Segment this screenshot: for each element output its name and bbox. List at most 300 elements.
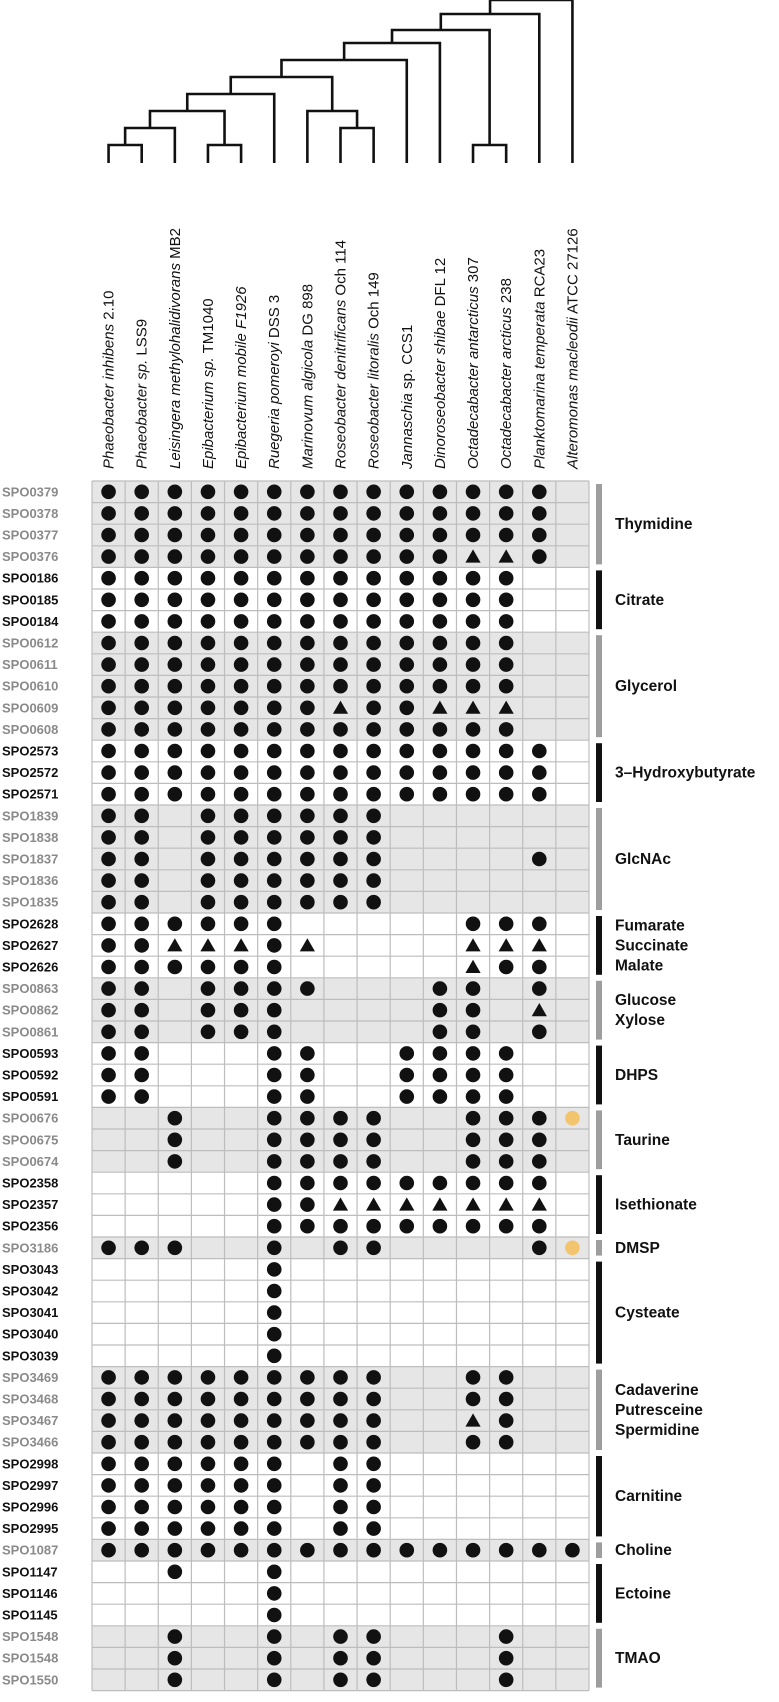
group-label: Glucose	[615, 992, 677, 1010]
presence-circle	[466, 722, 481, 737]
presence-circle	[300, 1197, 315, 1212]
presence-circle	[433, 722, 448, 737]
presence-grid	[92, 481, 589, 1691]
presence-circle	[267, 1089, 282, 1104]
presence-circle	[234, 765, 249, 780]
presence-circle	[433, 614, 448, 629]
group-label: Cysteate	[615, 1304, 680, 1322]
presence-circle	[300, 981, 315, 996]
presence-circle	[101, 1435, 116, 1450]
tree-branch	[341, 128, 374, 163]
presence-circle	[134, 528, 149, 543]
presence-circle	[532, 1111, 547, 1126]
column-header: Phaeobacter sp. LSS9	[133, 318, 151, 469]
presence-circle	[333, 852, 348, 867]
presence-circle	[101, 1478, 116, 1493]
group-bar	[596, 981, 602, 1040]
presence-circle	[267, 1305, 282, 1320]
presence-circle	[201, 1521, 216, 1536]
presence-circle	[366, 1413, 381, 1428]
presence-circle	[267, 917, 282, 932]
group-label: Succinate	[615, 937, 689, 955]
gene-id-label: SPO1838	[2, 829, 59, 845]
presence-circle	[168, 1435, 183, 1450]
presence-circle	[201, 1025, 216, 1040]
presence-circle	[532, 1176, 547, 1191]
presence-circle	[366, 1673, 381, 1688]
gene-id-label: SPO3467	[2, 1413, 59, 1429]
presence-circle	[101, 1089, 116, 1104]
presence-circle	[267, 1133, 282, 1148]
presence-circle	[499, 1543, 514, 1558]
presence-circle	[134, 485, 149, 500]
presence-circle	[366, 549, 381, 564]
presence-circle	[466, 1133, 481, 1148]
presence-circle	[101, 679, 116, 694]
presence-circle	[234, 1521, 249, 1536]
presence-circle	[333, 571, 348, 586]
presence-circle	[333, 787, 348, 802]
presence-circle	[333, 1651, 348, 1666]
presence-circle	[366, 1241, 381, 1256]
presence-circle	[101, 1241, 116, 1256]
presence-circle	[433, 1219, 448, 1234]
presence-circle	[134, 1478, 149, 1493]
presence-circle	[499, 787, 514, 802]
presence-circle	[499, 917, 514, 932]
presence-circle	[267, 1608, 282, 1623]
presence-circle	[433, 1089, 448, 1104]
group-label: DHPS	[615, 1067, 659, 1084]
presence-circle	[499, 657, 514, 672]
presence-circle	[234, 787, 249, 802]
presence-circle	[333, 1521, 348, 1536]
presence-circle	[532, 981, 547, 996]
presence-circle	[234, 1003, 249, 1018]
presence-circle	[234, 506, 249, 521]
presence-circle	[366, 485, 381, 500]
gene-id-label: SPO0591	[2, 1089, 59, 1105]
group-bar	[596, 808, 602, 910]
table-row	[92, 1345, 589, 1367]
presence-circle	[267, 1262, 282, 1277]
presence-circle	[234, 960, 249, 975]
presence-circle	[168, 1457, 183, 1472]
group-label: Carnitine	[615, 1488, 683, 1506]
presence-circle	[333, 873, 348, 888]
presence-circle	[499, 1068, 514, 1083]
presence-circle	[134, 571, 149, 586]
presence-circle	[267, 506, 282, 521]
tree-branch	[307, 111, 357, 163]
presence-circle	[267, 1673, 282, 1688]
presence-circle	[101, 1521, 116, 1536]
gene-id-label: SPO2628	[2, 916, 59, 932]
table-row	[92, 1021, 589, 1043]
presence-circle	[134, 960, 149, 975]
presence-circle	[101, 636, 116, 651]
presence-circle	[532, 765, 547, 780]
presence-circle	[101, 549, 116, 564]
presence-circle	[466, 506, 481, 521]
presence-circle	[333, 1413, 348, 1428]
presence-circle	[333, 765, 348, 780]
presence-circle	[366, 1219, 381, 1234]
table-row	[92, 1259, 589, 1281]
presence-circle	[433, 1068, 448, 1083]
presence-circle	[532, 485, 547, 500]
presence-circle	[499, 528, 514, 543]
presence-circle	[399, 1176, 414, 1191]
group-bar	[596, 1262, 602, 1364]
presence-circle	[333, 1673, 348, 1688]
gene-id-label: SPO0593	[2, 1045, 59, 1061]
presence-circle	[399, 701, 414, 716]
presence-circle	[532, 506, 547, 521]
presence-circle	[101, 1068, 116, 1083]
presence-circle	[234, 485, 249, 500]
column-headers	[101, 228, 582, 470]
gene-id-label: SPO1147	[2, 1564, 58, 1580]
group-label: Malate	[615, 957, 664, 975]
presence-circle	[201, 917, 216, 932]
column-header: Phaeobacter inhibens 2.10	[100, 290, 118, 469]
group-label: GlcNAc	[615, 851, 671, 868]
presence-circle	[201, 528, 216, 543]
presence-circle	[366, 679, 381, 694]
presence-circle	[234, 1392, 249, 1407]
presence-circle	[399, 1068, 414, 1083]
presence-circle-yellow	[565, 1111, 580, 1126]
gene-id-label: SPO3039	[2, 1348, 59, 1364]
presence-circle	[300, 614, 315, 629]
presence-circle	[134, 787, 149, 802]
presence-circle	[201, 960, 216, 975]
gene-id-label: SPO3469	[2, 1369, 59, 1385]
presence-circle	[134, 744, 149, 759]
presence-circle	[101, 873, 116, 888]
gene-id-label: SPO0674	[2, 1153, 59, 1169]
group-label: Isethionate	[615, 1196, 697, 1214]
presence-circle	[267, 1370, 282, 1385]
presence-circle	[366, 744, 381, 759]
presence-circle	[466, 1370, 481, 1385]
presence-circle	[499, 1370, 514, 1385]
presence-circle	[234, 722, 249, 737]
presence-circle	[366, 895, 381, 910]
presence-circle	[267, 636, 282, 651]
presence-circle	[366, 1521, 381, 1536]
presence-circle	[499, 1111, 514, 1126]
presence-circle	[267, 873, 282, 888]
group-bar	[596, 1046, 602, 1105]
table-row	[92, 999, 589, 1021]
presence-circle	[532, 787, 547, 802]
presence-circle	[466, 571, 481, 586]
presence-circle	[300, 787, 315, 802]
presence-circle	[300, 701, 315, 716]
presence-circle	[300, 636, 315, 651]
gene-id-label: SPO2571	[2, 786, 59, 802]
presence-circle	[499, 485, 514, 500]
presence-circle	[466, 981, 481, 996]
presence-circle	[101, 528, 116, 543]
presence-circle	[532, 917, 547, 932]
presence-circle	[300, 1154, 315, 1169]
presence-circle	[433, 657, 448, 672]
presence-circle	[466, 744, 481, 759]
presence-circle	[267, 895, 282, 910]
presence-circle	[333, 1176, 348, 1191]
presence-circle	[267, 1586, 282, 1601]
presence-circle	[300, 895, 315, 910]
presence-circle	[499, 593, 514, 608]
presence-circle	[134, 938, 149, 953]
presence-circle	[201, 701, 216, 716]
presence-circle	[168, 1392, 183, 1407]
presence-circle	[433, 1025, 448, 1040]
presence-circle	[101, 571, 116, 586]
presence-circle	[499, 765, 514, 780]
presence-circle	[499, 1651, 514, 1666]
gene-id-label: SPO3041	[2, 1305, 59, 1321]
presence-circle	[134, 636, 149, 651]
presence-circle	[499, 1629, 514, 1644]
gene-id-label: SPO0863	[2, 981, 59, 997]
table-row	[92, 1302, 589, 1324]
presence-circle	[101, 895, 116, 910]
group-label: Thymidine	[615, 516, 693, 534]
presence-circle	[466, 485, 481, 500]
presence-circle	[267, 1478, 282, 1493]
column-header: Leisingera methylohalidivorans MB2	[166, 228, 184, 469]
presence-circle	[532, 1133, 547, 1148]
presence-circle	[234, 701, 249, 716]
gene-id-label: SPO2572	[2, 765, 59, 781]
table-row	[92, 1583, 589, 1605]
presence-circle	[201, 873, 216, 888]
presence-circle	[366, 1176, 381, 1191]
presence-circle	[134, 981, 149, 996]
gene-id-label: SPO1837	[2, 851, 59, 867]
presence-circle	[267, 1651, 282, 1666]
presence-circle	[433, 679, 448, 694]
presence-circle	[366, 1435, 381, 1450]
presence-circle	[300, 852, 315, 867]
presence-circle	[532, 1543, 547, 1558]
presence-circle	[466, 1176, 481, 1191]
presence-circle	[134, 1392, 149, 1407]
presence-circle	[366, 1133, 381, 1148]
presence-circle	[168, 1111, 183, 1126]
presence-circle	[267, 1521, 282, 1536]
presence-circle	[399, 636, 414, 651]
presence-circle	[366, 809, 381, 824]
group-bar	[596, 1110, 602, 1169]
group-bar	[596, 635, 602, 737]
presence-circle	[101, 938, 116, 953]
phylogenetic-tree	[109, 0, 573, 163]
presence-circle	[134, 917, 149, 932]
presence-circle	[134, 809, 149, 824]
presence-circle	[234, 1413, 249, 1428]
presence-circle	[267, 1111, 282, 1126]
presence-circle	[101, 1457, 116, 1472]
presence-circle	[168, 1543, 183, 1558]
presence-circle	[101, 1370, 116, 1385]
presence-circle	[300, 809, 315, 824]
presence-circle	[234, 593, 249, 608]
group-bar	[596, 1456, 602, 1536]
presence-circle-yellow	[565, 1241, 580, 1256]
presence-circle	[267, 657, 282, 672]
group-bar	[596, 1629, 602, 1688]
presence-circle	[234, 917, 249, 932]
presence-circle	[300, 528, 315, 543]
presence-circle	[267, 744, 282, 759]
presence-circle	[433, 636, 448, 651]
presence-circle	[300, 744, 315, 759]
gene-id-label: SPO0675	[2, 1132, 59, 1148]
presence-circle	[201, 549, 216, 564]
presence-circle	[300, 1370, 315, 1385]
presence-circle	[300, 1133, 315, 1148]
table-row	[92, 1323, 589, 1345]
presence-circle	[333, 1457, 348, 1472]
presence-circle	[300, 1543, 315, 1558]
presence-circle	[201, 571, 216, 586]
presence-circle	[300, 593, 315, 608]
group-bar	[596, 743, 602, 802]
presence-circle	[201, 1392, 216, 1407]
group-bar	[596, 1175, 602, 1234]
presence-circle	[433, 485, 448, 500]
gene-id-label: SPO0186	[2, 570, 59, 586]
presence-circle	[267, 1241, 282, 1256]
presence-circle	[134, 1521, 149, 1536]
presence-circle	[333, 744, 348, 759]
gene-id-label: SPO3186	[2, 1240, 59, 1256]
gene-id-label: SPO0862	[2, 1002, 59, 1018]
presence-circle	[300, 1068, 315, 1083]
group-label: Xylose	[615, 1012, 665, 1030]
presence-circle	[168, 765, 183, 780]
presence-circle	[300, 1435, 315, 1450]
column-header: Octadecabacter arcticus 238	[498, 278, 516, 469]
presence-circle	[234, 1543, 249, 1558]
table-row	[92, 956, 589, 978]
presence-circle	[333, 1543, 348, 1558]
presence-circle	[267, 549, 282, 564]
presence-circle	[499, 679, 514, 694]
presence-circle	[333, 1111, 348, 1126]
presence-circle	[267, 1457, 282, 1472]
presence-circle	[399, 506, 414, 521]
gene-id-label: SPO0608	[2, 721, 59, 737]
presence-circle	[399, 485, 414, 500]
presence-circle	[333, 528, 348, 543]
presence-circle	[433, 787, 448, 802]
table-row	[92, 913, 589, 935]
presence-circle	[267, 1284, 282, 1299]
presence-circle	[466, 679, 481, 694]
presence-circle	[134, 593, 149, 608]
presence-circle	[134, 895, 149, 910]
gene-id-label: SPO3040	[2, 1326, 59, 1342]
presence-circle	[101, 917, 116, 932]
presence-circle	[399, 1089, 414, 1104]
column-header: Alteromonas macleodii ATCC 27126	[564, 228, 582, 469]
presence-circle	[201, 1457, 216, 1472]
presence-circle	[366, 1111, 381, 1126]
presence-circle	[333, 1241, 348, 1256]
gene-id-label: SPO2358	[2, 1175, 59, 1191]
presence-circle	[201, 614, 216, 629]
presence-circle	[466, 917, 481, 932]
presence-circle	[532, 1154, 547, 1169]
presence-circle	[267, 1025, 282, 1040]
presence-circle	[168, 506, 183, 521]
presence-circle	[234, 744, 249, 759]
presence-circle	[201, 765, 216, 780]
presence-circle	[168, 1370, 183, 1385]
presence-circle	[399, 765, 414, 780]
presence-circle	[366, 593, 381, 608]
presence-circle	[433, 506, 448, 521]
presence-circle	[134, 506, 149, 521]
presence-circle	[267, 1543, 282, 1558]
presence-circle	[499, 636, 514, 651]
presence-circle	[366, 1392, 381, 1407]
presence-circle	[201, 1003, 216, 1018]
presence-circle	[201, 1543, 216, 1558]
presence-circle	[168, 1500, 183, 1515]
presence-circle	[101, 614, 116, 629]
presence-circle	[433, 1003, 448, 1018]
presence-circle	[433, 744, 448, 759]
presence-circle	[267, 1068, 282, 1083]
presence-circle	[399, 549, 414, 564]
gene-id-label: SPO0184	[2, 613, 59, 629]
presence-circle	[466, 787, 481, 802]
presence-circle	[134, 614, 149, 629]
gene-id-label: SPO2995	[2, 1521, 59, 1537]
presence-circle	[134, 1003, 149, 1018]
presence-circle	[267, 765, 282, 780]
column-header: Octadecabacter antarcticus 307	[465, 257, 483, 469]
column-header: Jannaschia sp. CCS1	[398, 324, 416, 469]
presence-circle	[333, 809, 348, 824]
presence-circle	[366, 722, 381, 737]
presence-circle	[433, 593, 448, 608]
presence-circle	[333, 636, 348, 651]
presence-circle	[201, 657, 216, 672]
tree-branch	[187, 94, 274, 163]
presence-circle	[234, 981, 249, 996]
presence-circle	[399, 1219, 414, 1234]
presence-circle	[134, 1435, 149, 1450]
presence-circle	[168, 1154, 183, 1169]
presence-circle	[300, 722, 315, 737]
presence-circle	[134, 852, 149, 867]
presence-circle	[101, 744, 116, 759]
presence-circle	[234, 1478, 249, 1493]
presence-circle	[134, 1025, 149, 1040]
presence-circle	[201, 679, 216, 694]
tree-branch	[473, 145, 506, 163]
gene-id-label: SPO0378	[2, 505, 59, 521]
presence-circle	[433, 571, 448, 586]
